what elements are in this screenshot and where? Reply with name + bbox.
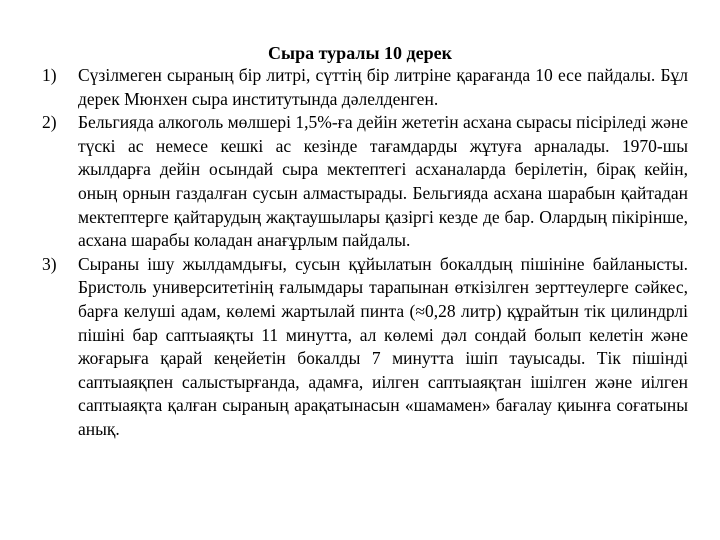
fact-item-3 (42, 253, 688, 442)
fact-number: 1) (42, 65, 57, 85)
fact-number: 3) (42, 253, 57, 274)
facts-list (42, 64, 688, 442)
document-title: Сыра туралы 10 дерек (268, 43, 452, 63)
fact-item-2 (42, 111, 688, 253)
fact-text: Сүзілмеген сыраның бір литрі, сүттің бір литріне қарағанда 10 есе пайдалы. Бұл дерек Мюнхен сыра институтында дәлелденген. (78, 65, 688, 109)
fact-text: Бельгияда алкоголь мөлшері 1,5%-ға дейін жететін асхана сырасы пісіріледі және түскі ас немесе кешкі ас кезінде тағамдарды жұтуға арналады. 1970-шы жылдарға дейін осындай сыра мектептегі асханаларда берілетін, бірақ кейін, оның орнын газдалған сусын алмастырады. Бельгияда асхана шарабын қайтадан мектептерге қайтарудың жақтаушылары қазіргі кезде де бар. Олардың пікірінше, асхана шарабы коладан анағұрлым пайдалы. (78, 112, 688, 251)
fact-text: Сыраны ішу жылдамдығы, сусын құйылатын бокалдың пішініне байланысты. Бристоль университетінің ғалымдары тарапынан өткізілген зерттеулерге сәйкес, барға келуші адам, көлемі жартылай пинта (≈0,28 литр) құрайтын тік цилиндрлі пішіні бар саптыаяқты 11 минутта, ал көлемі дәл сондай болып келетін және жоғарыға қарай кеңейетін бокалды 7 минутта ішіп тауысады. Тік пішінді саптыаяқпен салыстырғанда, адамға, иілген саптыаяқтан ішілген және иілген саптыаяқта қалған сыраның арақатынасын «шамамен» бағалау қиынға соғатыны анық. (78, 253, 688, 439)
fact-number: 2) (42, 112, 57, 133)
fact-item-1 (42, 64, 688, 111)
